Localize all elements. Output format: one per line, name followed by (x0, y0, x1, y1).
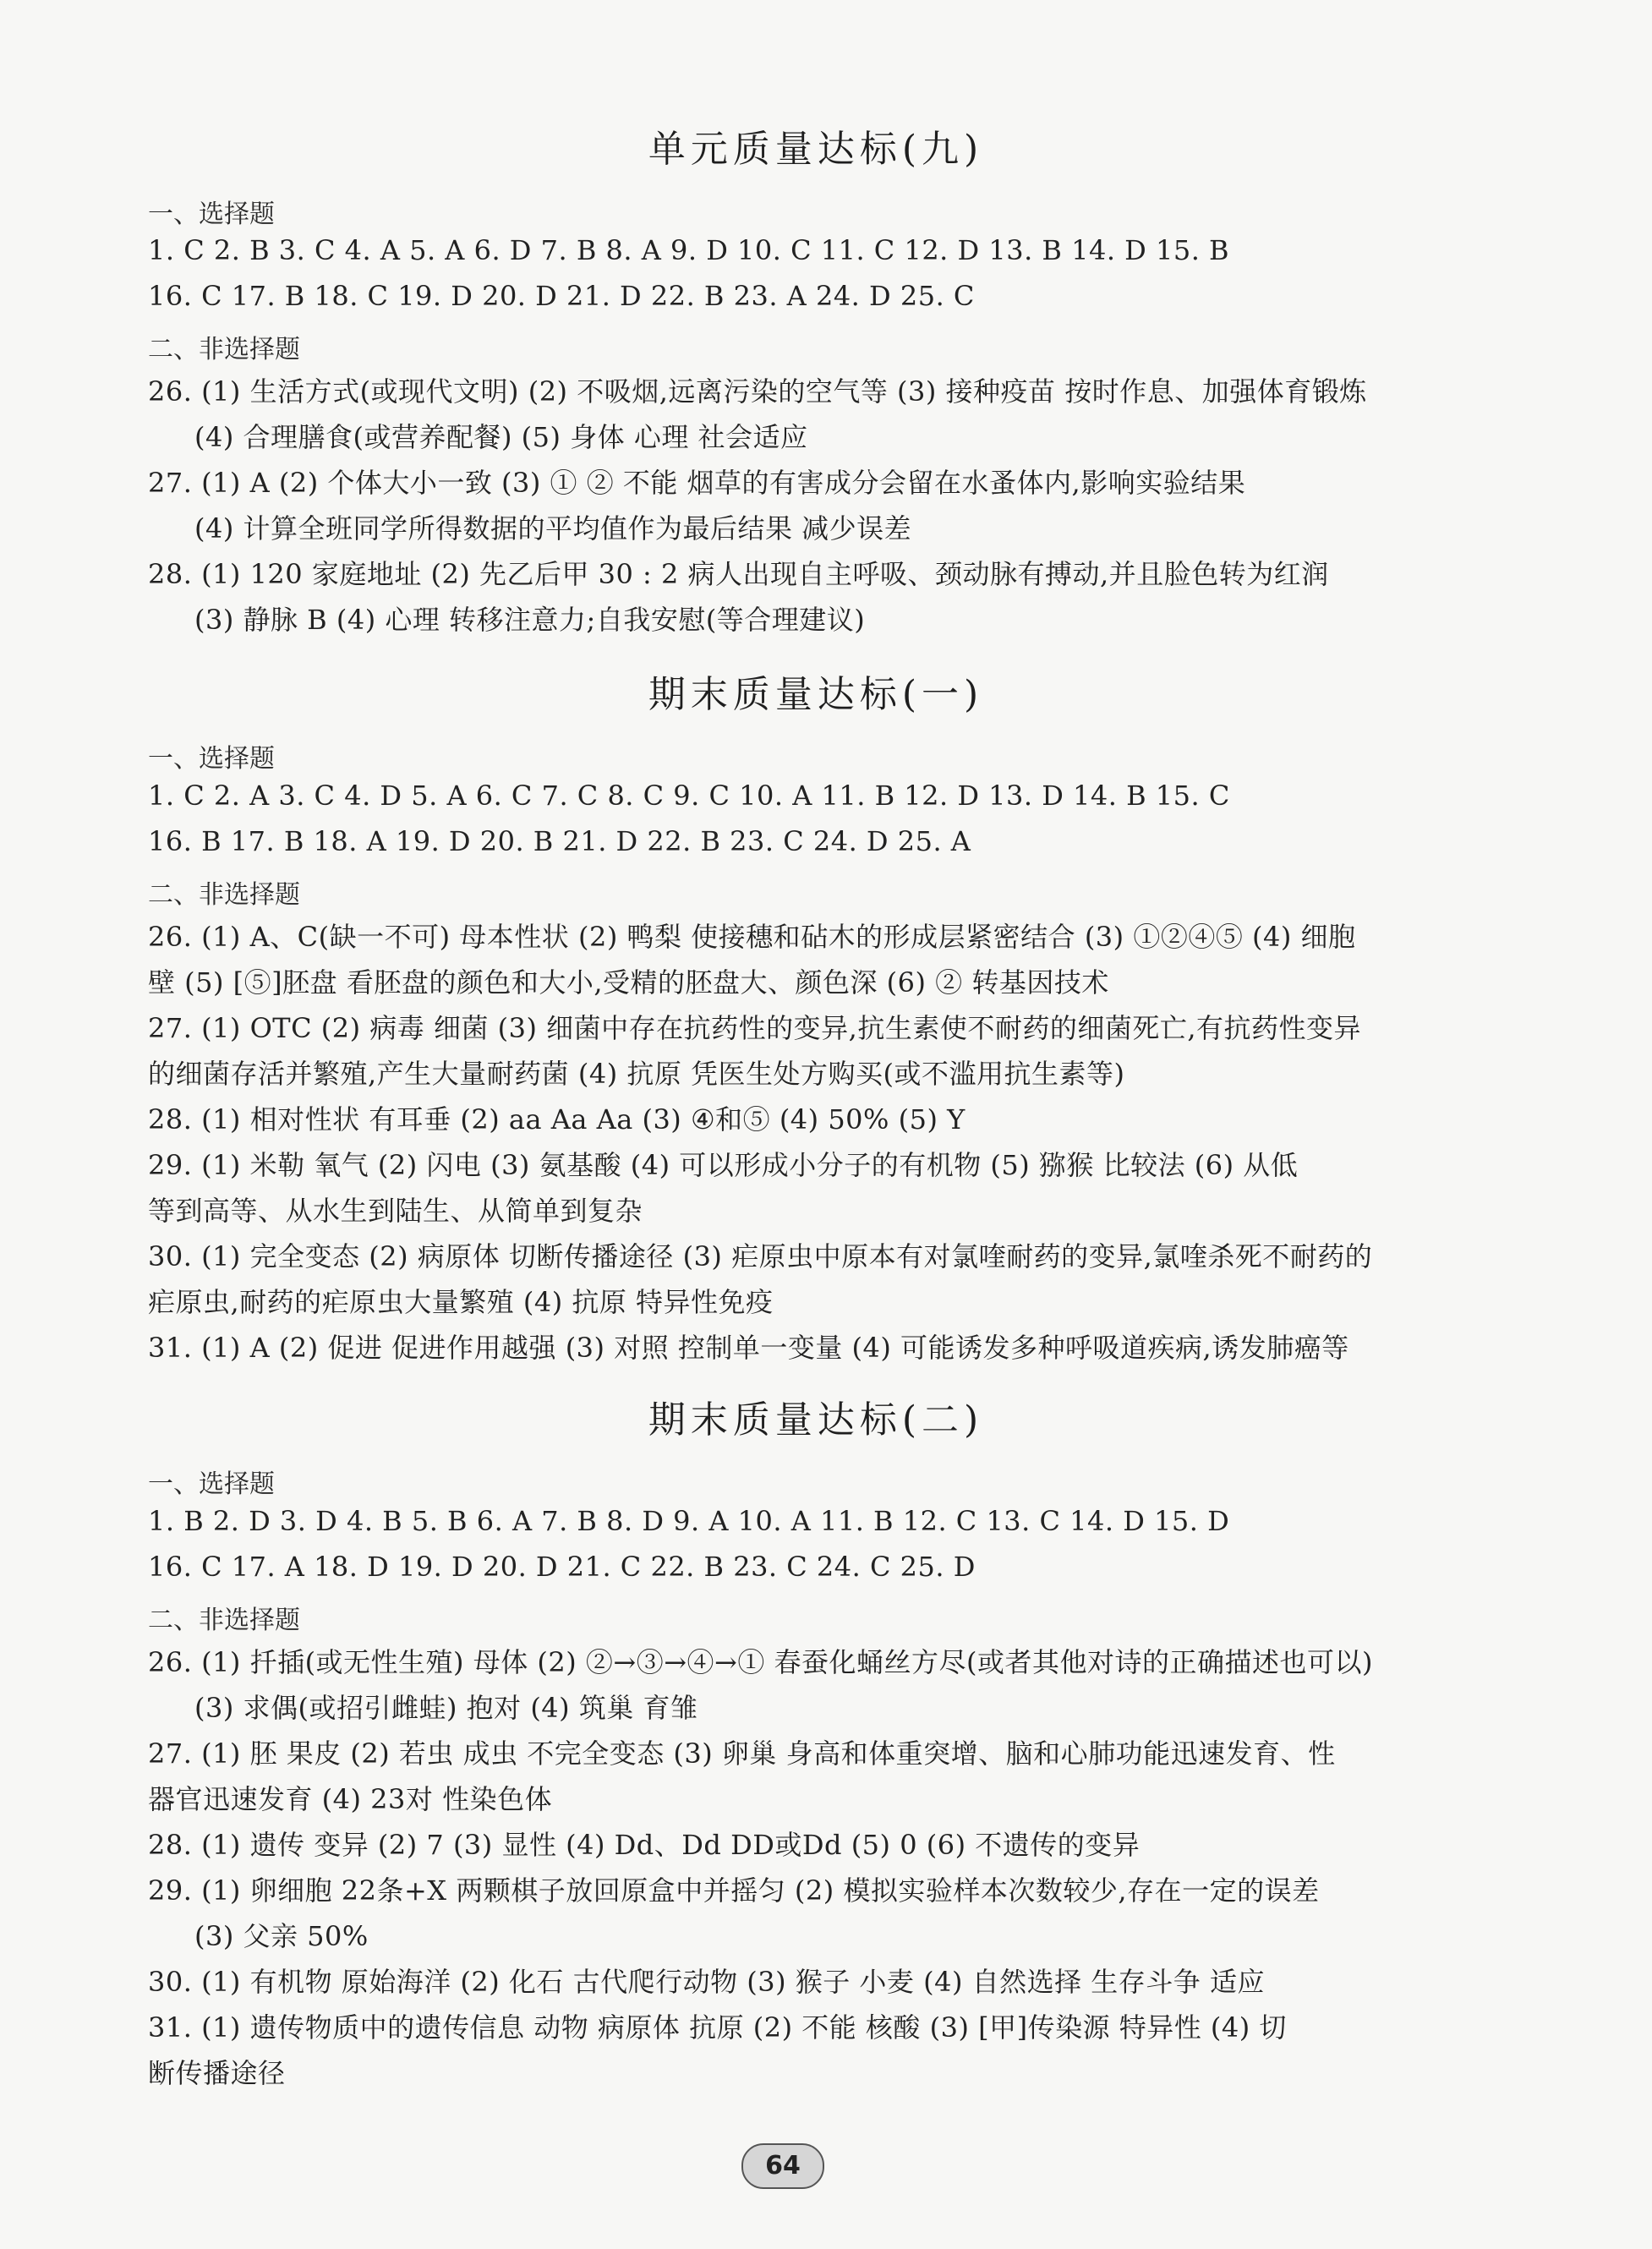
nonchoice-heading: 二、非选择题 (148, 335, 300, 364)
section-title-final-2: 期末质量达标(二) (648, 1398, 984, 1442)
answer-line: 30. (1) 完全变态 (2) 病原体 切断传播途径 (3) 疟原虫中原本有对氯喹耐药的变异,氯喹杀死不耐药的 (148, 1240, 1373, 1272)
answer-line: 31. (1) A (2) 促进 促进作用越强 (3) 对照 控制单一变量 (4) 可能诱发多种呼吸道疾病,诱发肺癌等 (148, 1332, 1349, 1364)
answer-line: 28. (1) 遗传 变异 (2) 7 (3) 显性 (4) Dd、Dd DD或Dd (5) 0 (6) 不遗传的变异 (148, 1829, 1141, 1861)
answer-line: 29. (1) 卵细胞 22条+X 两颗棋子放回原盒中并摇匀 (2) 模拟实验样本次数较少,存在一定的误差 (148, 1874, 1320, 1907)
answer-line: (3) 静脉 B (4) 心理 转移注意力;自我安慰(等合理建议) (194, 604, 866, 636)
answer-line: (3) 求偶(或招引雌蛙) 抱对 (4) 筑巢 育雏 (194, 1692, 698, 1724)
answer-line: 28. (1) 120 家庭地址 (2) 先乙后甲 30 : 2 病人出现自主呼吸、颈动脉有搏动,并且脸色转为红润 (148, 558, 1329, 590)
answer-line: 31. (1) 遗传物质中的遗传信息 动物 病原体 抗原 (2) 不能 核酸 (3) [甲]传染源 特异性 (4) 切 (148, 2011, 1287, 2044)
answer-line: 疟原虫,耐药的疟原虫大量繁殖 (4) 抗原 特异性免疫 (148, 1286, 774, 1318)
answer-line: 器官迅速发育 (4) 23对 性染色体 (148, 1783, 553, 1815)
choice-row: 1. C 2. A 3. C 4. D 5. A 6. C 7. C 8. C 9. C 10. A 11. B 12. D 13. D 14. B 15. C (148, 780, 1230, 812)
answer-line: 的细菌存活并繁殖,产生大量耐药菌 (4) 抗原 凭医生处方购买(或不滥用抗生素等) (148, 1058, 1125, 1090)
answer-line: 27. (1) 胚 果皮 (2) 若虫 成虫 不完全变态 (3) 卵巢 身高和体重突增、脑和心肺功能迅速发育、性 (148, 1737, 1336, 1770)
section-title-final-1: 期末质量达标(一) (648, 673, 984, 716)
answer-line: (4) 合理膳食(或营养配餐) (5) 身体 心理 社会适应 (194, 421, 808, 453)
choice-row: 16. B 17. B 18. A 19. D 20. B 21. D 22. B 23. C 24. D 25. A (148, 825, 971, 857)
answer-line: 断传播途径 (148, 2057, 286, 2089)
choice-heading: 一、选择题 (148, 1469, 275, 1499)
answer-line: 26. (1) A、C(缺一不可) 母本性状 (2) 鸭梨 使接穗和砧木的形成层紧密结合 (3) ①②④⑤ (4) 细胞 (148, 921, 1356, 953)
nonchoice-heading: 二、非选择题 (148, 1606, 300, 1635)
page-number-badge: 64 (741, 2143, 824, 2189)
answer-line: 26. (1) 扦插(或无性生殖) 母体 (2) ②→③→④→① 春蚕化蛹丝方尽(或者其他对诗的正确描述也可以) (148, 1646, 1373, 1678)
answer-line: 26. (1) 生活方式(或现代文明) (2) 不吸烟,远离污染的空气等 (3) 接种疫苗 按时作息、加强体育锻炼 (148, 375, 1367, 408)
choice-row: 1. B 2. D 3. D 4. B 5. B 6. A 7. B 8. D 9. A 10. A 11. B 12. C 13. C 14. D 15. D (148, 1505, 1230, 1537)
choice-row: 16. C 17. A 18. D 19. D 20. D 21. C 22. B 23. C 24. C 25. D (148, 1551, 976, 1583)
answer-line: (4) 计算全班同学所得数据的平均值作为最后结果 减少误差 (194, 512, 912, 544)
choice-heading: 一、选择题 (148, 744, 275, 774)
section-title-unit-9: 单元质量达标(九) (648, 128, 984, 171)
answer-line: 28. (1) 相对性状 有耳垂 (2) aa Aa Aa (3) ④和⑤ (4) 50% (5) Y (148, 1103, 965, 1135)
choice-heading: 一、选择题 (148, 200, 275, 229)
choice-row: 1. C 2. B 3. C 4. A 5. A 6. D 7. B 8. A 9. D 10. C 11. C 12. D 13. B 14. D 15. B (148, 234, 1230, 266)
answer-line: 壁 (5) [⑤]胚盘 看胚盘的颜色和大小,受精的胚盘大、颜色深 (6) ② 转基因技术 (148, 966, 1109, 999)
nonchoice-heading: 二、非选择题 (148, 880, 300, 910)
answer-line: (3) 父亲 50% (194, 1920, 369, 1952)
answer-line: 30. (1) 有机物 原始海洋 (2) 化石 古代爬行动物 (3) 猴子 小麦 (4) 自然选择 生存斗争 适应 (148, 1966, 1265, 1998)
answer-line: 27. (1) A (2) 个体大小一致 (3) ① ② 不能 烟草的有害成分会留在水蚤体内,影响实验结果 (148, 467, 1246, 499)
answer-line: 29. (1) 米勒 氧气 (2) 闪电 (3) 氨基酸 (4) 可以形成小分子的有机物 (5) 猕猴 比较法 (6) 从低 (148, 1149, 1299, 1181)
answer-line: 27. (1) OTC (2) 病毒 细菌 (3) 细菌中存在抗药性的变异,抗生素使不耐药的细菌死亡,有抗药性变异 (148, 1012, 1361, 1044)
answer-line: 等到高等、从水生到陆生、从简单到复杂 (148, 1195, 643, 1227)
choice-row: 16. C 17. B 18. C 19. D 20. D 21. D 22. B 23. A 24. D 25. C (148, 280, 975, 312)
